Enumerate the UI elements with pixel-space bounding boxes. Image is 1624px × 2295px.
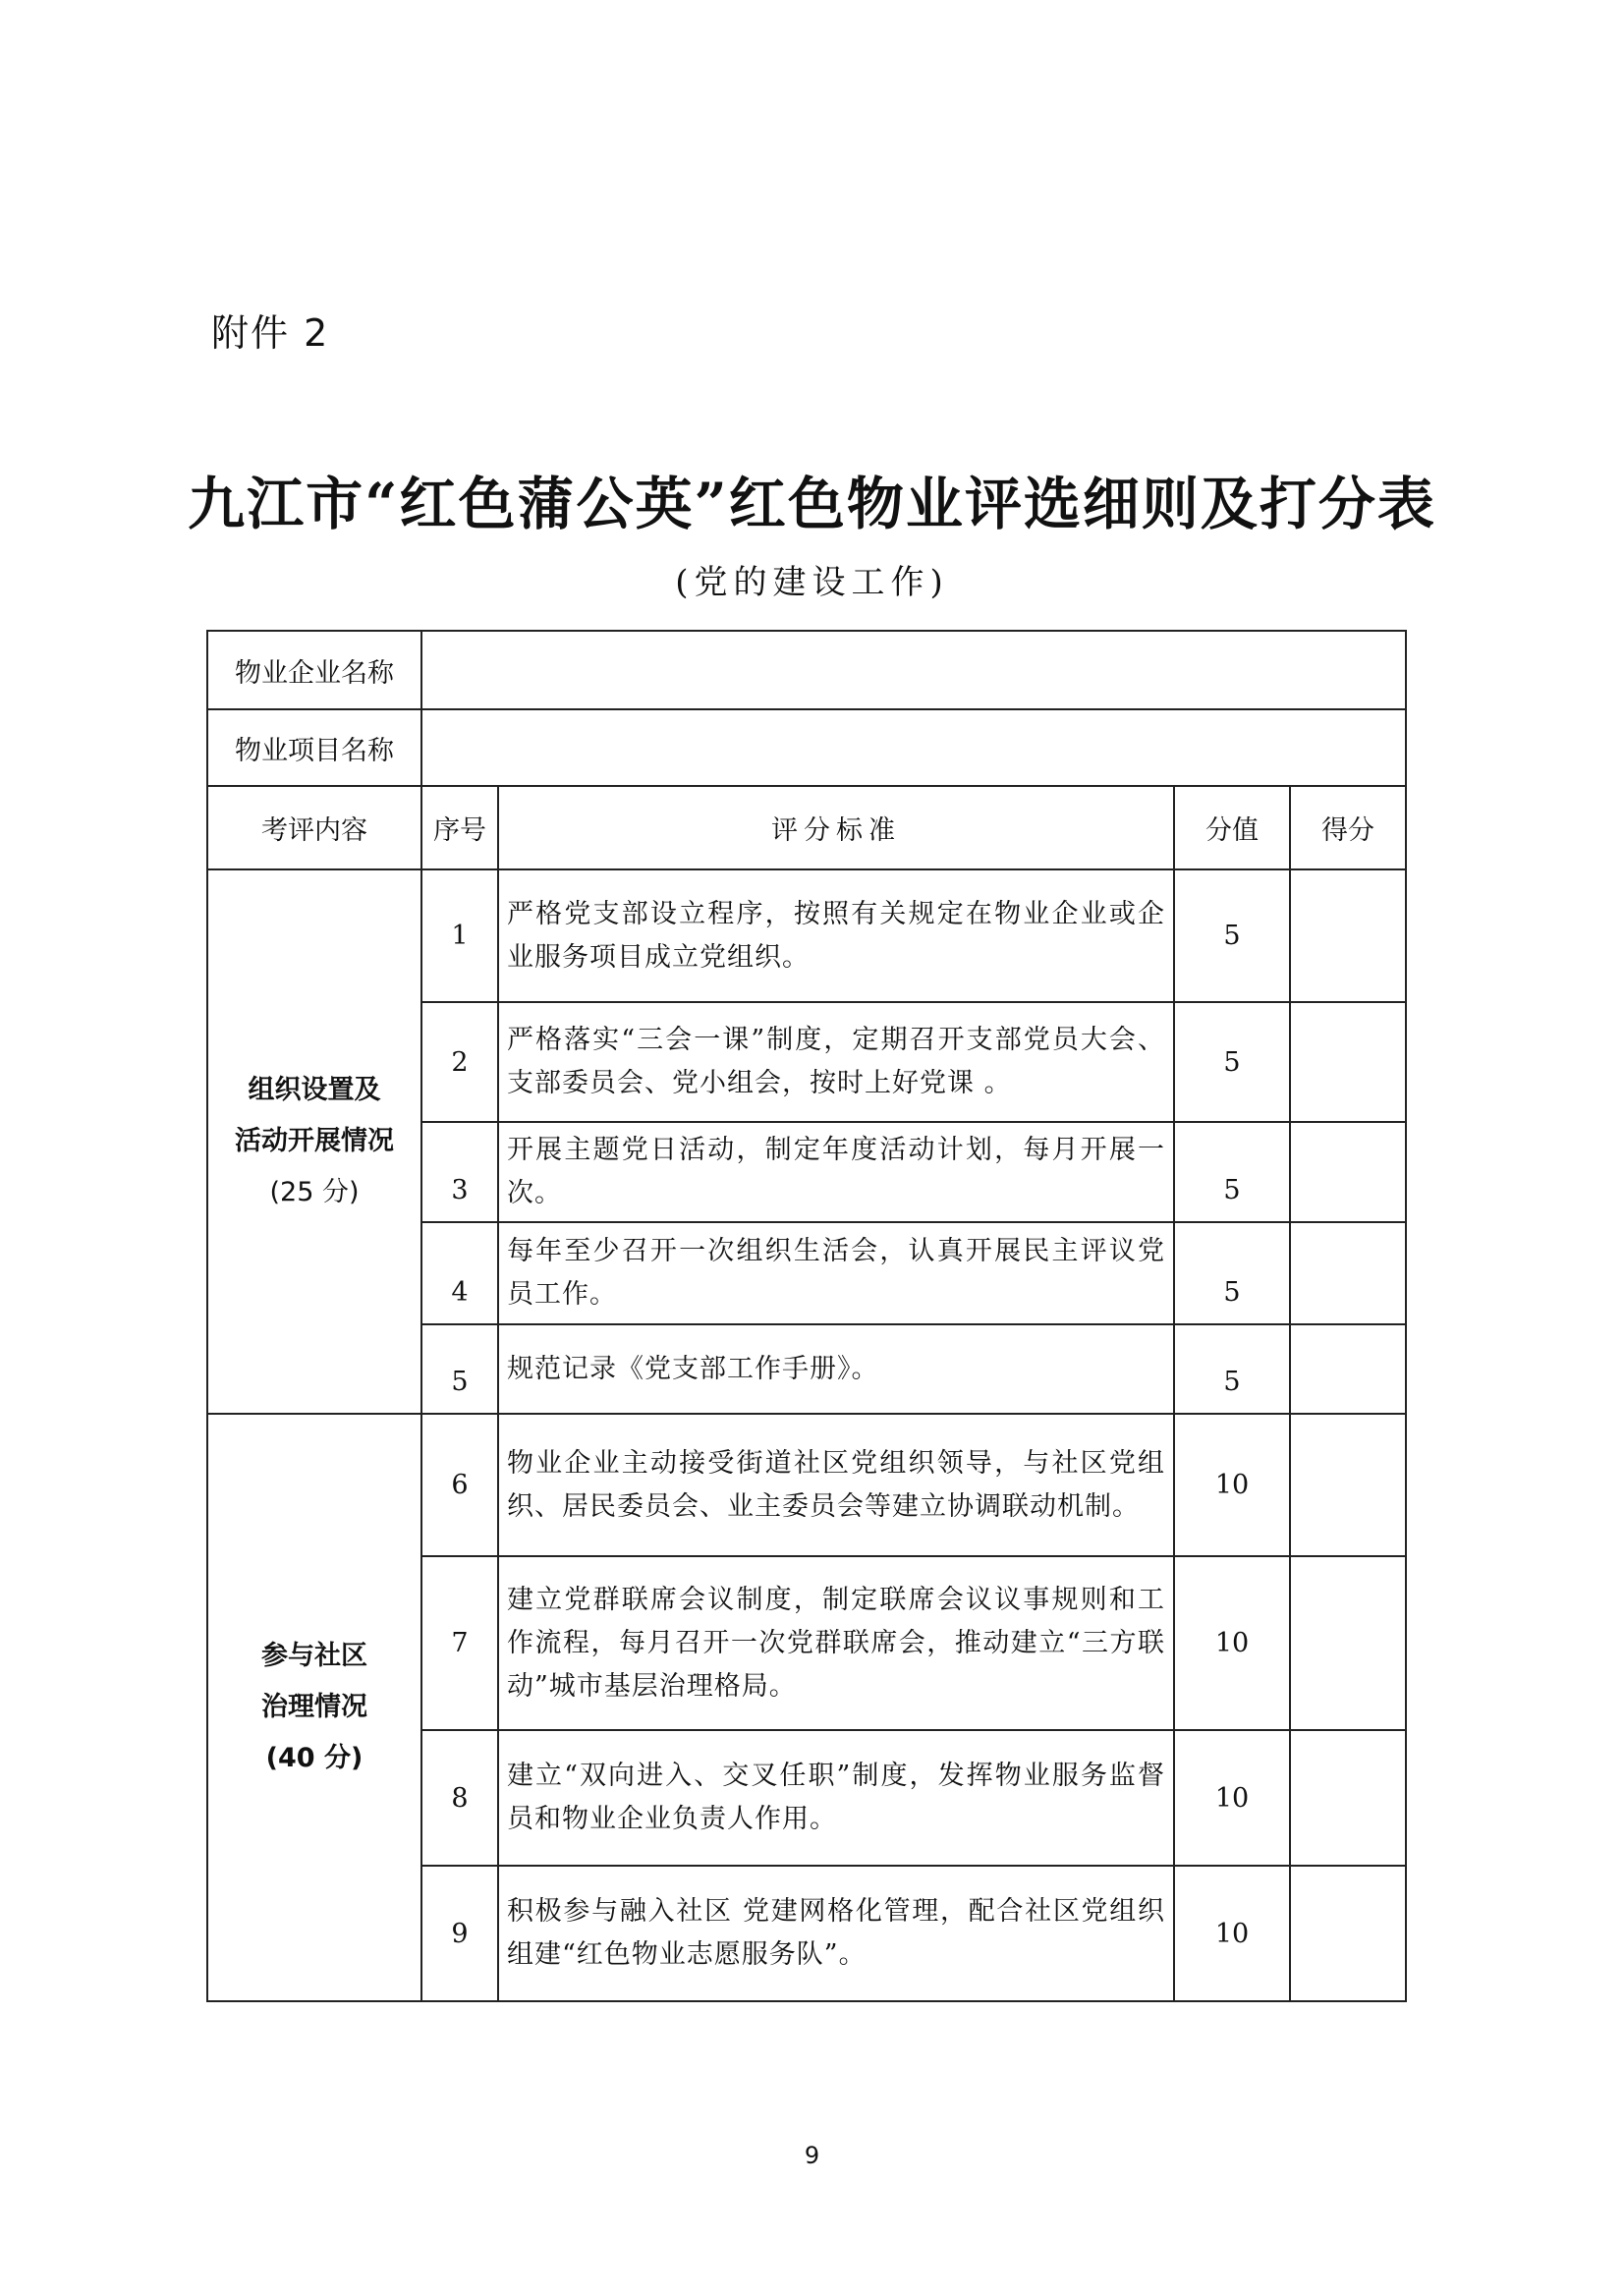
attachment-label: 附件 2 xyxy=(211,311,330,355)
row-index: 8 xyxy=(421,1730,498,1866)
project-name-field[interactable] xyxy=(421,709,1406,786)
header-standard: 评分标准 xyxy=(498,786,1174,869)
row-standard: 建立党群联席会议制度，制定联席会议议事规则和工作流程，每月召开一次党群联席会，推动建立“三方联动”城市基层治理格局。 xyxy=(498,1556,1174,1730)
category-score-total: (25 分) xyxy=(269,1177,360,1207)
row-score-field[interactable] xyxy=(1290,1002,1406,1122)
category-score-total: (40 分) xyxy=(265,1743,364,1773)
row-index: 3 xyxy=(421,1122,498,1222)
row-score-field[interactable] xyxy=(1290,1730,1406,1866)
row-points: 10 xyxy=(1174,1730,1290,1866)
row-index: 9 xyxy=(421,1866,498,2001)
row-score-field[interactable] xyxy=(1290,1324,1406,1414)
row-score-field[interactable] xyxy=(1290,1414,1406,1556)
project-name-label: 物业项目名称 xyxy=(207,709,421,786)
page-title: 九江市“红色蒲公英”红色物业评选细则及打分表 xyxy=(188,471,1436,537)
row-index: 1 xyxy=(421,869,498,1002)
header-category: 考评内容 xyxy=(207,786,421,869)
row-points: 5 xyxy=(1174,1002,1290,1122)
row-points: 5 xyxy=(1174,1122,1290,1222)
row-standard: 积极参与融入社区 党建网格化管理，配合社区党组织组建“红色物业志愿服务队”。 xyxy=(498,1866,1174,2001)
header-row xyxy=(207,786,1406,869)
row-standard: 建立“双向进入、交叉任职”制度，发挥物业服务监督员和物业企业负责人作用。 xyxy=(498,1730,1174,1866)
score-table xyxy=(206,630,1407,2002)
row-index: 4 xyxy=(421,1222,498,1324)
table-row xyxy=(207,1414,1406,1556)
company-name-row xyxy=(207,631,1406,709)
row-index: 7 xyxy=(421,1556,498,1730)
row-points: 10 xyxy=(1174,1556,1290,1730)
company-name-label: 物业企业名称 xyxy=(207,631,421,709)
header-points: 分值 xyxy=(1174,786,1290,869)
row-score-field[interactable] xyxy=(1290,1122,1406,1222)
row-index: 2 xyxy=(421,1002,498,1122)
row-points: 10 xyxy=(1174,1866,1290,2001)
row-points: 10 xyxy=(1174,1414,1290,1556)
table-row xyxy=(207,869,1406,1002)
row-score-field[interactable] xyxy=(1290,1866,1406,2001)
row-index: 5 xyxy=(421,1324,498,1414)
header-score: 得分 xyxy=(1290,786,1406,869)
row-standard: 物业企业主动接受街道社区党组织领导，与社区党组织、居民委员会、业主委员会等建立协调联动机制。 xyxy=(498,1414,1174,1556)
page-number: 9 xyxy=(804,2142,820,2169)
category-line: 组织设置及 xyxy=(248,1075,381,1105)
row-standard: 严格落实“三会一课”制度，定期召开支部党员大会、支部委员会、党小组会，按时上好党课 。 xyxy=(498,1002,1174,1122)
company-name-field[interactable] xyxy=(421,631,1406,709)
project-name-row xyxy=(207,709,1406,786)
category-community xyxy=(207,1414,421,2001)
row-standard: 规范记录《党支部工作手册》。 xyxy=(498,1324,1174,1414)
row-points: 5 xyxy=(1174,1222,1290,1324)
row-standard: 每年至少召开一次组织生活会，认真开展民主评议党员工作。 xyxy=(498,1222,1174,1324)
header-index: 序号 xyxy=(421,786,498,869)
row-score-field[interactable] xyxy=(1290,1556,1406,1730)
row-score-field[interactable] xyxy=(1290,869,1406,1002)
category-line: 治理情况 xyxy=(261,1692,367,1722)
row-points: 5 xyxy=(1174,1324,1290,1414)
category-line: 参与社区 xyxy=(261,1641,367,1671)
category-organization xyxy=(207,869,421,1414)
category-line: 活动开展情况 xyxy=(235,1126,394,1156)
row-standard: 严格党支部设立程序，按照有关规定在物业企业或企业服务项目成立党组织。 xyxy=(498,869,1174,1002)
row-points: 5 xyxy=(1174,869,1290,1002)
row-index: 6 xyxy=(421,1414,498,1556)
row-score-field[interactable] xyxy=(1290,1222,1406,1324)
page-subtitle: (党的建设工作) xyxy=(675,563,949,602)
row-standard: 开展主题党日活动，制定年度活动计划，每月开展一次。 xyxy=(498,1122,1174,1222)
